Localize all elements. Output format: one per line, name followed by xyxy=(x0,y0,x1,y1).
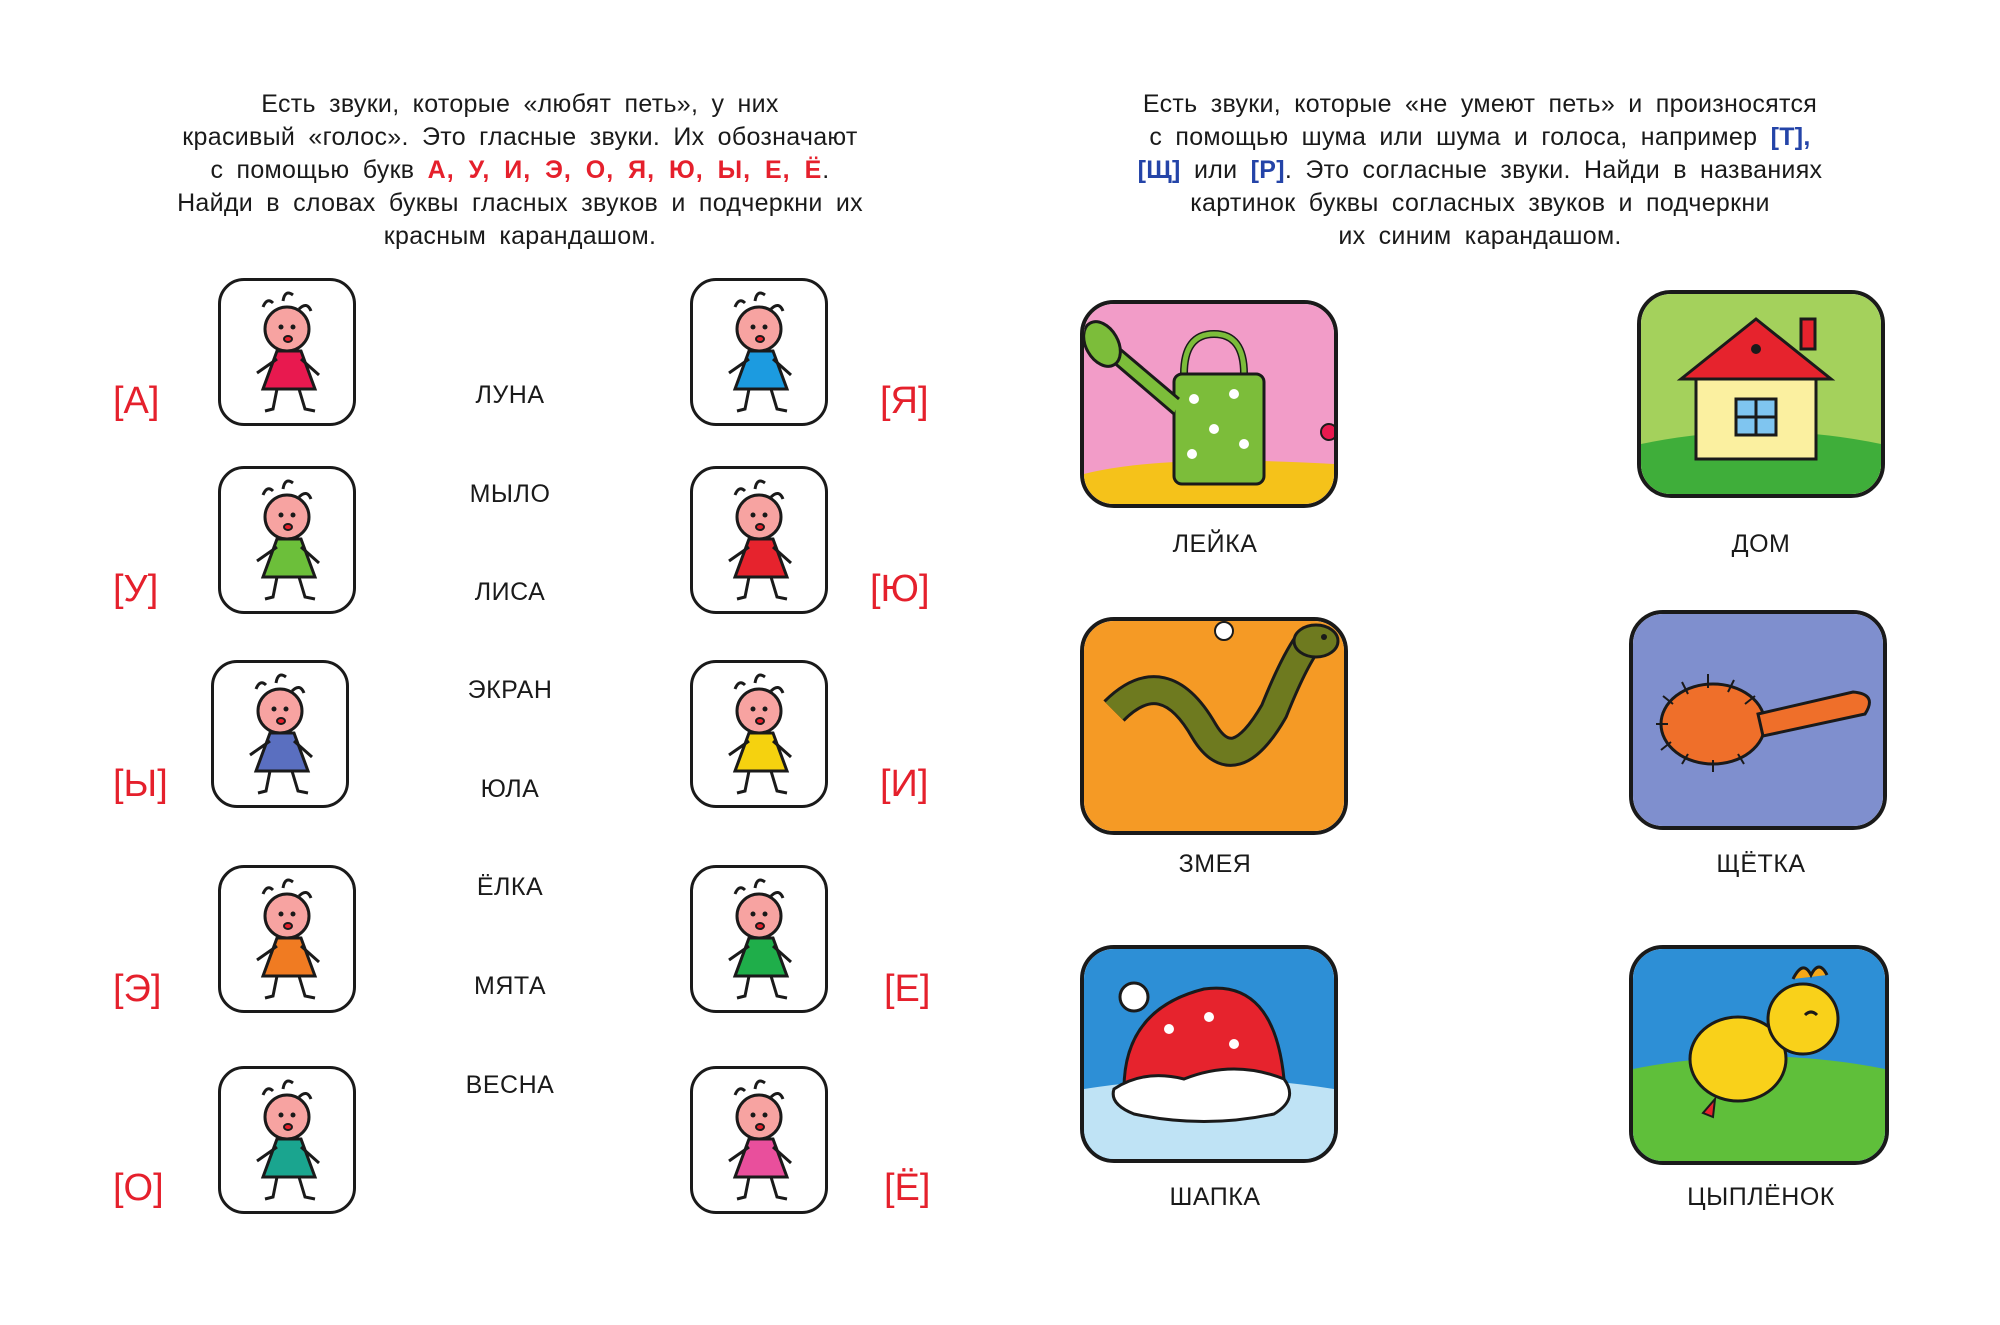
kid-card xyxy=(690,1066,828,1214)
sound-label: [Ю] xyxy=(870,568,930,610)
picture-caption: ШАПКА xyxy=(1169,1183,1261,1211)
watering-can-icon xyxy=(1084,304,1334,504)
kid-icon xyxy=(221,469,353,611)
vowel-letters: А, У, И, Э, О, Я, Ю, Ы, Е, Ё xyxy=(427,156,823,184)
kid-card xyxy=(690,278,828,426)
right-instructions-line3: [Щ] или [Р]. Это согласные звуки. Найди в названиях xyxy=(1137,156,1823,184)
kid-icon xyxy=(693,281,825,423)
kid-card xyxy=(218,1066,356,1214)
picture-caption: ЩЁТКА xyxy=(1716,850,1806,878)
kid-card xyxy=(218,278,356,426)
kid-card xyxy=(211,660,349,808)
house-icon xyxy=(1641,294,1881,494)
word-item: МЫЛО xyxy=(469,480,551,508)
picture-card xyxy=(1080,617,1348,835)
left-instructions-line1: Есть звуки, которые «любят петь», у них xyxy=(261,90,779,118)
right-instructions-line2: с помощью шума или шума и голоса, например [Т], xyxy=(1149,123,1811,151)
right-instructions-line4: картинок буквы согласных звуков и подчеркни xyxy=(1190,189,1770,217)
kid-icon xyxy=(214,663,346,805)
sound-label: [Е] xyxy=(884,968,931,1010)
kid-icon xyxy=(693,469,825,611)
picture-caption: ЗМЕЯ xyxy=(1178,850,1252,878)
kid-card xyxy=(690,466,828,614)
brush-icon xyxy=(1633,614,1883,826)
left-instructions-line2: красивый «голос». Это гласные звуки. Их обозначают xyxy=(182,123,858,151)
sound-label: [Ё] xyxy=(884,1167,931,1209)
kid-icon xyxy=(221,1069,353,1211)
picture-card xyxy=(1080,945,1338,1163)
chick-icon xyxy=(1633,949,1885,1161)
sound-label: [О] xyxy=(113,1167,164,1209)
sound-label: [И] xyxy=(880,763,929,805)
kid-icon xyxy=(693,663,825,805)
word-item: ЛУНА xyxy=(475,381,545,409)
sound-shch: [Щ] xyxy=(1137,156,1181,184)
word-item: ЁЛКА xyxy=(476,873,544,901)
picture-caption: ЦЫПЛЁНОК xyxy=(1687,1183,1835,1211)
picture-caption: ЛЕЙКА xyxy=(1172,530,1258,558)
word-item: ЮЛА xyxy=(480,775,540,803)
hat-icon xyxy=(1084,949,1334,1159)
word-item: ЭКРАН xyxy=(467,676,553,704)
picture-card xyxy=(1637,290,1885,498)
left-instructions xyxy=(130,88,910,253)
sound-label: [У] xyxy=(113,568,159,610)
right-instructions xyxy=(1080,88,1880,253)
word-item: МЯТА xyxy=(474,972,546,1000)
sound-label: [А] xyxy=(113,380,160,422)
sound-label: [Э] xyxy=(113,968,162,1010)
left-instructions-line5: красным карандашом. xyxy=(383,222,657,250)
kid-card xyxy=(218,466,356,614)
right-instructions-line1: Есть звуки, которые «не умеют петь» и произносятся xyxy=(1142,90,1818,118)
left-instructions-line3: с помощью букв А, У, И, Э, О, Я, Ю, Ы, Е, Ё. xyxy=(210,156,830,184)
kid-card xyxy=(690,865,828,1013)
picture-caption: ДОМ xyxy=(1731,530,1791,558)
kid-icon xyxy=(693,1069,825,1211)
sound-r: [Р] xyxy=(1250,156,1285,184)
picture-card xyxy=(1629,610,1887,830)
left-instructions-line4: Найди в словах буквы гласных звуков и подчеркни их xyxy=(177,189,863,217)
sound-label: [Ы] xyxy=(113,763,168,805)
kid-card xyxy=(218,865,356,1013)
kid-icon xyxy=(221,868,353,1010)
right-instructions-line5: их синим карандашом. xyxy=(1338,222,1622,250)
word-item: ЛИСА xyxy=(474,578,546,606)
picture-card xyxy=(1629,945,1889,1165)
picture-card xyxy=(1080,300,1338,508)
word-item: ВЕСНА xyxy=(465,1071,555,1099)
sound-t: [Т], xyxy=(1770,123,1811,151)
kid-icon xyxy=(221,281,353,423)
kid-icon xyxy=(693,868,825,1010)
sound-label: [Я] xyxy=(880,380,929,422)
kid-card xyxy=(690,660,828,808)
snake-icon xyxy=(1084,621,1344,831)
